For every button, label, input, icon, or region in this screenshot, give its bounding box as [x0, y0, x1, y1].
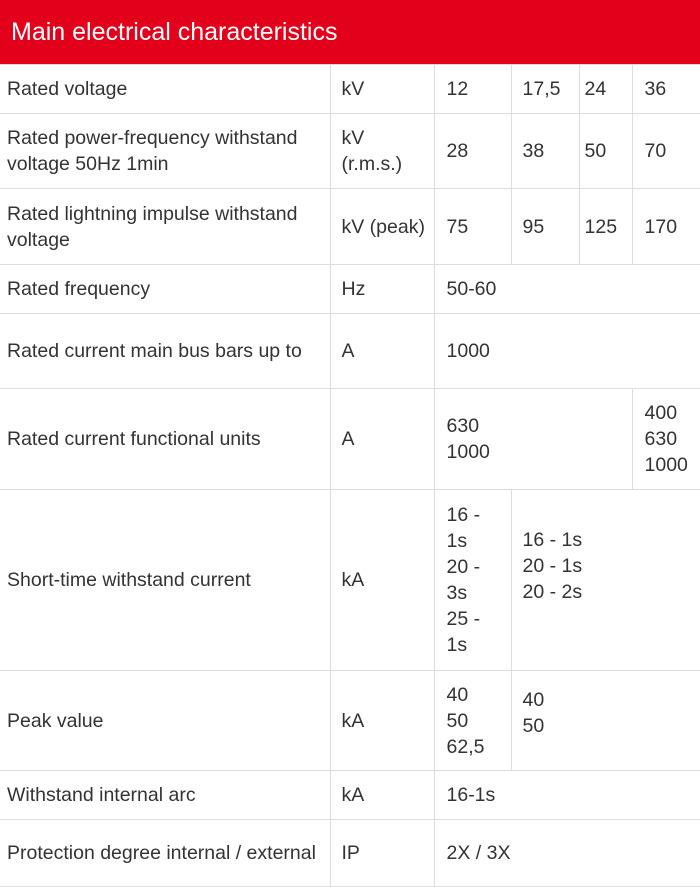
value-cell: 16 - 1s 20 - 3s 25 - 1s: [434, 490, 511, 671]
value-cell: 50: [579, 114, 632, 189]
row-unit: A: [330, 314, 434, 389]
value-cell: 170: [632, 189, 700, 265]
value-cell: 40 50 62,5: [434, 671, 511, 771]
row-unit: Hz: [330, 265, 434, 314]
value-cell: 16 - 1s 20 - 1s 20 - 2s: [511, 490, 700, 671]
row-label: Withstand internal arc: [0, 771, 330, 820]
row-label: Rated current main bus bars up to: [0, 314, 330, 389]
value-cell: 75: [434, 189, 511, 265]
row-label: Rated lightning impulse withstand voltage: [0, 189, 330, 265]
row-unit: kV (peak): [330, 189, 434, 265]
table-row: [0, 389, 700, 490]
value-cell: 70: [632, 114, 700, 189]
table-row: [0, 671, 700, 771]
value-cell: 95: [511, 189, 579, 265]
row-unit: IP: [330, 820, 434, 887]
row-label: Peak value: [0, 671, 330, 771]
row-label: Rated voltage: [0, 65, 330, 114]
value-cell: 24: [579, 65, 632, 114]
row-label: Rated current functional units: [0, 389, 330, 490]
value-cell: 2X / 3X: [434, 820, 700, 887]
characteristics-table: [0, 64, 700, 887]
table-row: [0, 114, 700, 189]
table-row: [0, 771, 700, 820]
value-cell: 38: [511, 114, 579, 189]
row-label: Protection degree internal / external: [0, 820, 330, 887]
row-unit: kA: [330, 490, 434, 671]
value-cell: 50-60: [434, 265, 700, 314]
table-title: Main electrical characteristics: [11, 18, 338, 46]
value-cell: 28: [434, 114, 511, 189]
value-cell: 16-1s: [434, 771, 700, 820]
row-label: Rated frequency: [0, 265, 330, 314]
value-cell: 400 630 1000: [632, 389, 700, 490]
value-cell: 12: [434, 65, 511, 114]
value-cell: 630 1000: [434, 389, 632, 490]
row-unit: kA: [330, 671, 434, 771]
value-cell: 40 50: [511, 671, 700, 771]
row-unit: kA: [330, 771, 434, 820]
value-cell: 36: [632, 65, 700, 114]
row-unit: kV: [330, 65, 434, 114]
row-unit: A: [330, 389, 434, 490]
table-header: [0, 0, 700, 64]
table-row: [0, 314, 700, 389]
row-label: Short-time withstand current: [0, 490, 330, 671]
value-cell: 125: [579, 189, 632, 265]
table-row: [0, 265, 700, 314]
row-label: Rated power-frequency withstand voltage 50Hz 1min: [0, 114, 330, 189]
value-cell: 1000: [434, 314, 700, 389]
table-row: [0, 490, 700, 671]
table-row: [0, 65, 700, 114]
value-cell: 17,5: [511, 65, 579, 114]
table-row: [0, 189, 700, 265]
table-row: [0, 820, 700, 887]
row-unit: kV (r.m.s.): [330, 114, 434, 189]
